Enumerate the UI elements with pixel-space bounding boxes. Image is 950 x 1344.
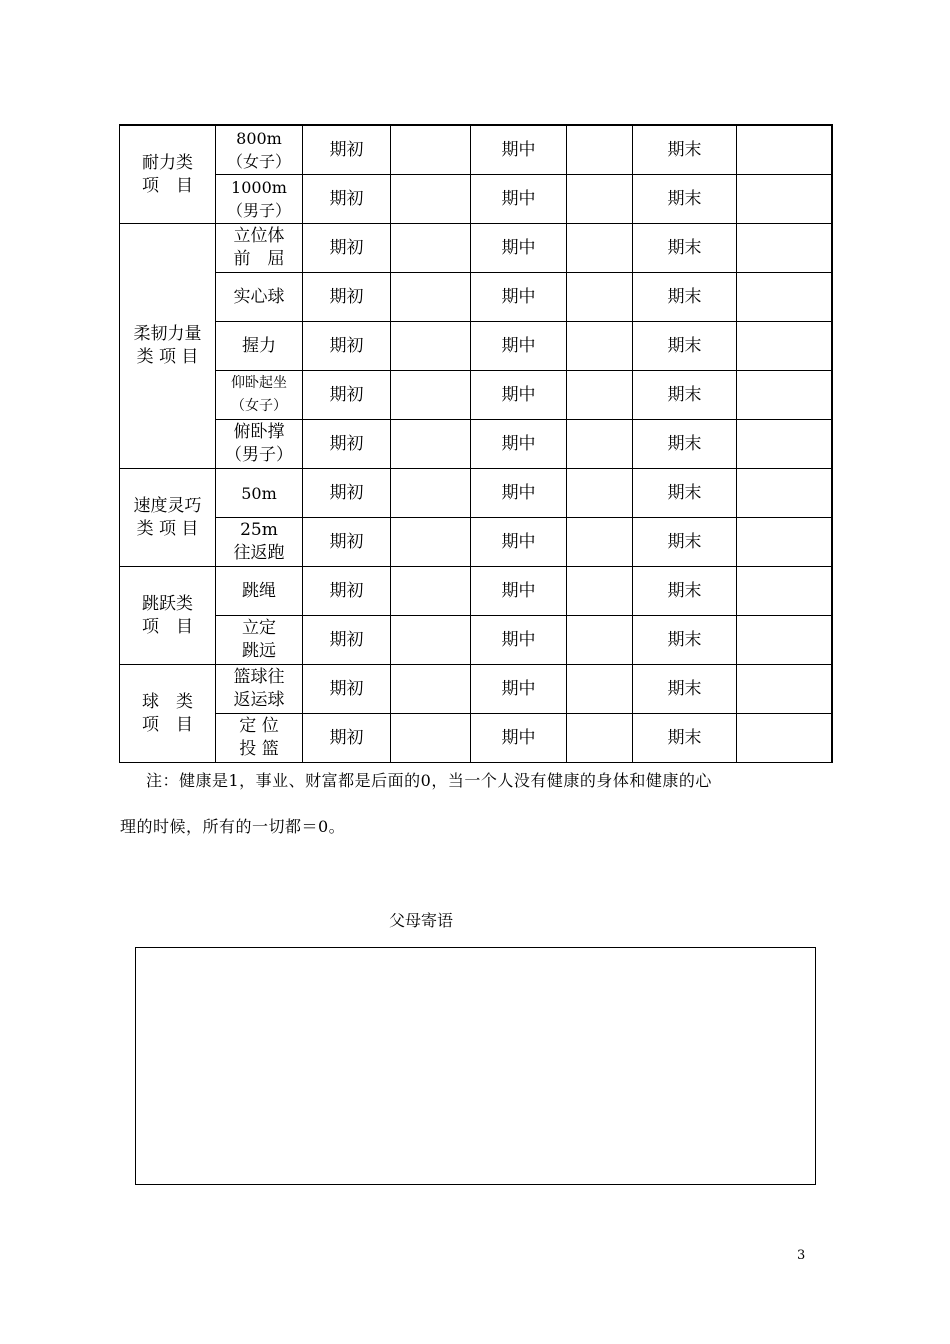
- table-body: [120, 125, 832, 763]
- score-input-cell[interactable]: [737, 469, 832, 518]
- test-item-cell: [216, 371, 303, 420]
- category-cell: [120, 125, 216, 224]
- score-input-cell[interactable]: [391, 322, 471, 371]
- score-input-cell[interactable]: [737, 273, 832, 322]
- test-item-label-line: 前 屈: [233, 249, 285, 269]
- period-label-cell: 期中: [471, 420, 567, 469]
- score-input-cell[interactable]: [391, 469, 471, 518]
- category-label-line: 柔韧力量: [133, 324, 202, 344]
- period-label-cell: 期中: [471, 518, 567, 567]
- period-label-cell: 期中: [471, 567, 567, 616]
- score-input-cell[interactable]: [567, 224, 633, 273]
- test-item-cell: [216, 224, 303, 273]
- category-cell: [120, 224, 216, 469]
- note-line-1: 注：健康是1，事业、财富都是后面的0，当一个人没有健康的身体和健康的心: [146, 771, 712, 790]
- score-input-cell[interactable]: [737, 224, 832, 273]
- test-item-cell: [216, 518, 303, 567]
- period-label-cell: 期初: [303, 322, 391, 371]
- period-label-cell: 期初: [303, 125, 391, 175]
- period-label-cell: 期末: [633, 616, 737, 665]
- score-input-cell[interactable]: [567, 125, 633, 175]
- period-label-cell: 期末: [633, 175, 737, 224]
- score-input-cell[interactable]: [567, 714, 633, 763]
- test-item-label-line: 返运球: [233, 690, 285, 710]
- score-input-cell[interactable]: [567, 420, 633, 469]
- period-label-cell: 期中: [471, 371, 567, 420]
- test-item-label-line: 投 篮: [239, 739, 279, 759]
- test-item-label-line: 实心球: [233, 286, 285, 307]
- score-input-cell[interactable]: [391, 567, 471, 616]
- period-label-cell: 期中: [471, 714, 567, 763]
- category-label-line: 跳跃类: [142, 593, 193, 614]
- table-row: [120, 616, 832, 665]
- test-item-label-line: 立定: [242, 618, 276, 638]
- period-label-cell: 期中: [471, 125, 567, 175]
- test-item-label-line: 立位体: [233, 226, 285, 246]
- period-label-cell: 期中: [471, 665, 567, 714]
- test-item-label-line: 握力: [242, 335, 276, 356]
- score-input-cell[interactable]: [391, 616, 471, 665]
- score-input-cell[interactable]: [567, 273, 633, 322]
- table-row: [120, 469, 832, 518]
- score-input-cell[interactable]: [737, 714, 832, 763]
- score-input-cell[interactable]: [567, 665, 633, 714]
- score-input-cell[interactable]: [737, 125, 832, 175]
- score-input-cell[interactable]: [737, 518, 832, 567]
- table-row: [120, 714, 832, 763]
- period-label-cell: 期初: [303, 273, 391, 322]
- period-label-cell: 期中: [471, 175, 567, 224]
- period-label-cell: 期初: [303, 469, 391, 518]
- category-label-line: 类 项 目: [136, 518, 199, 539]
- test-item-label-line: 1000m: [231, 178, 287, 197]
- table-row: [120, 125, 832, 175]
- period-label-cell: 期中: [471, 616, 567, 665]
- score-input-cell[interactable]: [567, 616, 633, 665]
- category-label-line: 项 目: [142, 175, 193, 196]
- test-item-label-line: 跳远: [242, 641, 276, 661]
- period-label-cell: 期初: [303, 714, 391, 763]
- period-label-cell: 期中: [471, 469, 567, 518]
- period-label-cell: 期初: [303, 616, 391, 665]
- period-label-cell: 期初: [303, 420, 391, 469]
- test-item-label-line: 800m: [236, 129, 282, 148]
- score-input-cell[interactable]: [737, 175, 832, 224]
- period-label-cell: 期中: [471, 224, 567, 273]
- period-label-cell: 期末: [633, 273, 737, 322]
- period-label-cell: 期初: [303, 567, 391, 616]
- test-item-cell: [216, 567, 303, 616]
- table-row: [120, 371, 832, 420]
- period-label-cell: 期末: [633, 469, 737, 518]
- test-item-label-line: 俯卧撑: [233, 422, 285, 442]
- score-input-cell[interactable]: [567, 371, 633, 420]
- period-label-cell: 期末: [633, 371, 737, 420]
- period-label-cell: 期末: [633, 665, 737, 714]
- score-input-cell[interactable]: [567, 175, 633, 224]
- category-label-line: 项 目: [142, 616, 193, 637]
- category-cell: [120, 665, 216, 763]
- score-input-cell[interactable]: [391, 273, 471, 322]
- score-input-cell[interactable]: [391, 518, 471, 567]
- table-row: [120, 273, 832, 322]
- test-item-cell: [216, 273, 303, 322]
- category-label-line: 类 项 目: [136, 347, 199, 367]
- test-item-label-line: （女子）: [226, 152, 291, 171]
- table-row: [120, 665, 832, 714]
- test-item-label-line: 跳绳: [242, 580, 276, 601]
- category-label-line: 项 目: [142, 714, 193, 735]
- period-label-cell: 期末: [633, 420, 737, 469]
- score-input-cell[interactable]: [737, 616, 832, 665]
- score-input-cell[interactable]: [391, 420, 471, 469]
- category-cell: [120, 567, 216, 665]
- table-row: [120, 420, 832, 469]
- period-label-cell: 期初: [303, 665, 391, 714]
- note-line-2: 理的时候，所有的一切都＝0。: [120, 817, 346, 836]
- page-number: 3: [797, 1248, 806, 1263]
- period-label-cell: 期初: [303, 175, 391, 224]
- score-input-cell[interactable]: [567, 567, 633, 616]
- score-input-cell[interactable]: [391, 175, 471, 224]
- period-label-cell: 期末: [633, 714, 737, 763]
- period-label-cell: 期末: [633, 518, 737, 567]
- test-item-label-line: （男子）: [226, 201, 291, 220]
- score-input-cell[interactable]: [567, 469, 633, 518]
- score-input-cell[interactable]: [567, 322, 633, 371]
- test-item-cell: [216, 469, 303, 518]
- score-input-cell[interactable]: [567, 518, 633, 567]
- table-row: [120, 175, 832, 224]
- score-input-cell[interactable]: [391, 665, 471, 714]
- table-row: [120, 518, 832, 567]
- fitness-score-table: [119, 124, 833, 763]
- table-row: [120, 224, 832, 273]
- score-input-cell[interactable]: [391, 224, 471, 273]
- period-label-cell: 期末: [633, 224, 737, 273]
- parents-message-box[interactable]: [135, 947, 816, 1185]
- table-row: [120, 322, 832, 371]
- score-input-cell[interactable]: [737, 322, 832, 371]
- test-item-label-line: 25m: [240, 520, 278, 540]
- score-input-cell[interactable]: [737, 567, 832, 616]
- period-label-cell: 期初: [303, 224, 391, 273]
- test-item-label-line: （女子）: [231, 398, 287, 414]
- table-row: [120, 567, 832, 616]
- score-input-cell[interactable]: [737, 665, 832, 714]
- test-item-label-line: （男子）: [225, 445, 293, 465]
- period-label-cell: 期中: [471, 322, 567, 371]
- period-label-cell: 期末: [633, 567, 737, 616]
- test-item-cell: [216, 665, 303, 714]
- test-item-cell: [216, 420, 303, 469]
- category-cell: [120, 469, 216, 567]
- period-label-cell: 期初: [303, 371, 391, 420]
- score-input-cell[interactable]: [391, 125, 471, 175]
- period-label-cell: 期末: [633, 322, 737, 371]
- category-label-line: 球 类: [142, 691, 193, 712]
- test-item-cell: [216, 322, 303, 371]
- score-input-cell[interactable]: [391, 371, 471, 420]
- period-label-cell: 期末: [633, 125, 737, 175]
- test-item-label-line: 篮球往: [233, 667, 285, 687]
- score-input-cell[interactable]: [737, 420, 832, 469]
- test-item-cell: [216, 125, 303, 175]
- parents-message-title: 父母寄语: [388, 911, 453, 930]
- test-item-label-line: 定 位: [239, 716, 279, 736]
- score-input-cell[interactable]: [737, 371, 832, 420]
- period-label-cell: 期中: [471, 273, 567, 322]
- test-item-label-line: 仰卧起坐: [231, 375, 287, 391]
- score-input-cell[interactable]: [391, 714, 471, 763]
- period-label-cell: 期初: [303, 518, 391, 567]
- category-label-line: 速度灵巧: [133, 495, 202, 516]
- category-label-line: 耐力类: [142, 152, 193, 173]
- test-item-cell: [216, 616, 303, 665]
- test-item-cell: [216, 714, 303, 763]
- test-item-label-line: 往返跑: [233, 543, 285, 563]
- test-item-label-line: 50m: [241, 483, 277, 503]
- test-item-cell: [216, 175, 303, 224]
